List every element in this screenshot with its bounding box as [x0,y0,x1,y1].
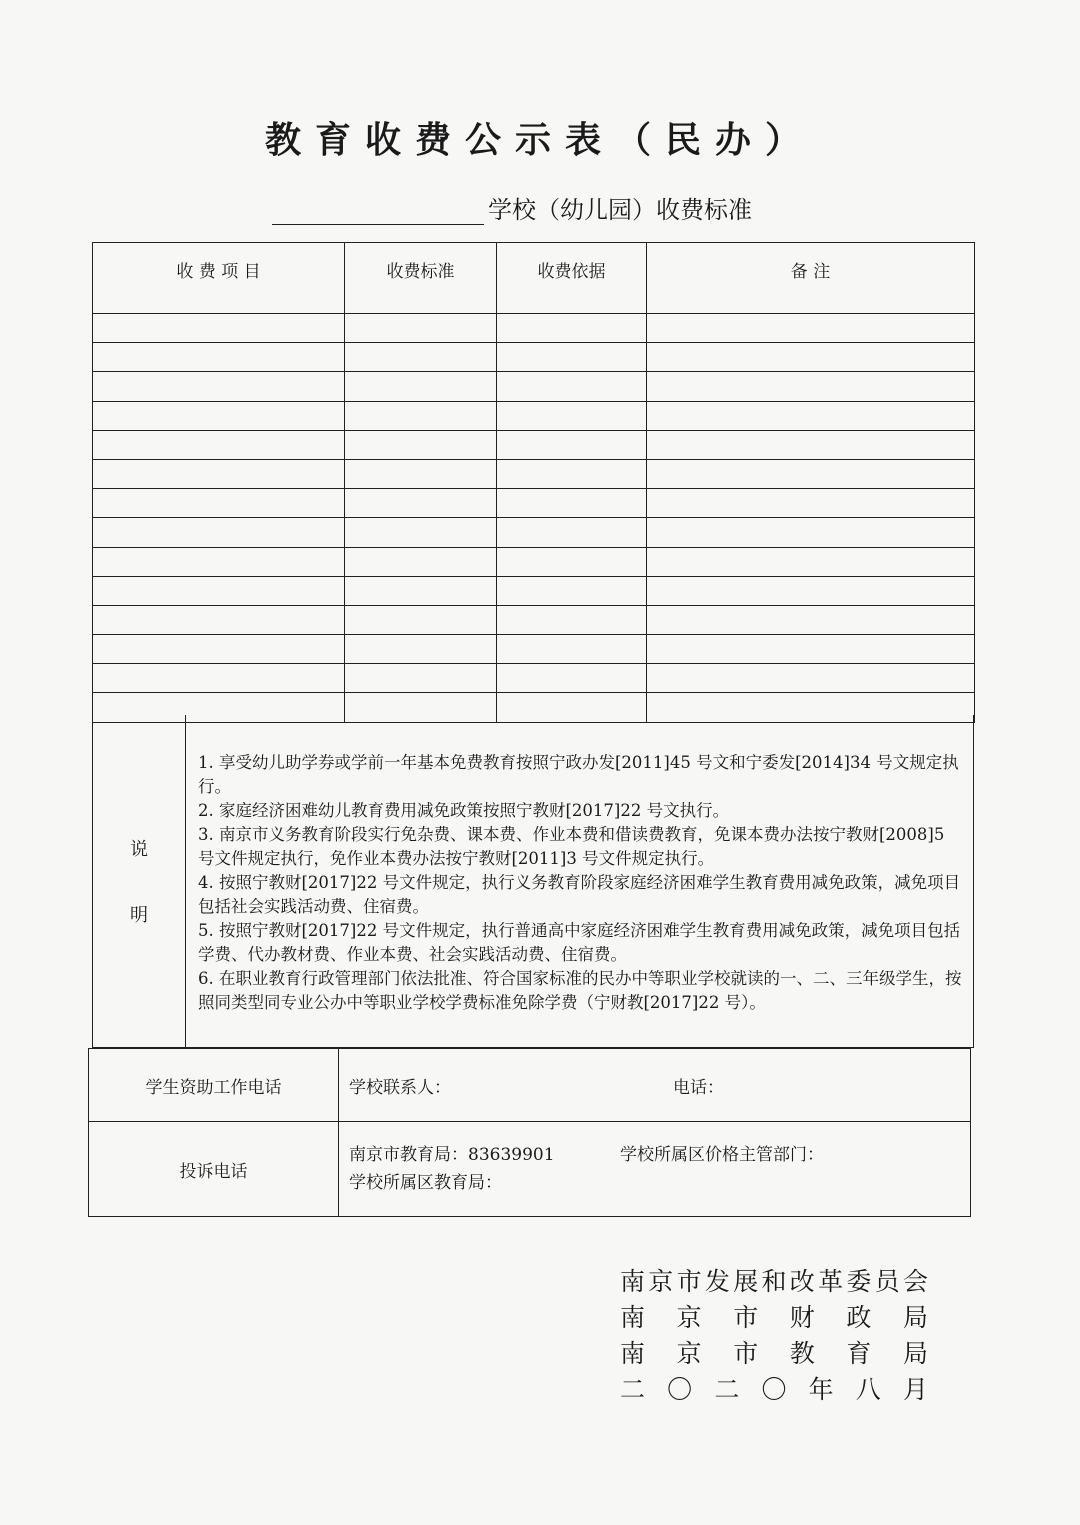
signature-char: 教 [789,1339,815,1368]
signature-org-finance [620,1300,928,1336]
signature-char: 市 [733,1339,759,1368]
fee-table-cell[interactable] [497,343,647,372]
signature-char: 二 [714,1375,740,1404]
fee-table-row [93,401,975,430]
fee-table-cell[interactable] [345,489,497,518]
fee-table-cell[interactable] [93,430,345,459]
subtitle-text: 学校（幼儿园）收费标准 [488,196,752,224]
fee-table-cell[interactable] [93,635,345,664]
complaint-cell [339,1122,971,1217]
note-item: 2. 家庭经济困难幼儿教育费用减免政策按照宁教财[2017]22 号文执行。 [198,801,730,820]
signature-char: 南 [620,1339,646,1368]
district-edu-field[interactable]: 学校所属区教育局： [349,1173,502,1193]
aid-phone-label: 学生资助工作电话 [89,1049,339,1122]
signature-char: 局 [902,1339,928,1368]
fee-table-cell[interactable] [497,576,647,605]
fee-table-row [93,430,975,459]
notes-label-top: 说 [130,839,148,860]
fee-table-cell[interactable] [647,343,975,372]
header-standard: 收费标准 [345,243,497,314]
notes-label [93,715,186,1047]
signature-char: 财 [789,1303,815,1332]
school-name-blank[interactable] [272,198,484,225]
fee-table-cell[interactable] [497,401,647,430]
signature-char: 委 [846,1267,872,1296]
fee-table-cell[interactable] [93,664,345,693]
fee-table-row [93,343,975,372]
note-item: 1. 享受幼儿助学券或学前一年基本免费教育按照宁政办发[2011]45 号文和宁委发[2014]34 号文规定执行。 [198,753,959,796]
signature-char: 南 [620,1267,646,1296]
signature-char: 月 [902,1375,928,1404]
signature-char: 市 [733,1303,759,1332]
fee-table-row [93,576,975,605]
signature-char: 改 [789,1267,815,1296]
signature-char: 市 [676,1267,702,1296]
signature-char: 员 [874,1267,900,1296]
fee-table-cell[interactable] [93,605,345,634]
fee-table-cell[interactable] [647,576,975,605]
fee-table-cell[interactable] [647,430,975,459]
fee-table-cell[interactable] [497,605,647,634]
fee-table-cell[interactable] [647,547,975,576]
fee-table-cell[interactable] [647,459,975,488]
fee-table-cell[interactable] [647,664,975,693]
fee-table-cell[interactable] [647,635,975,664]
fee-table-cell[interactable] [93,343,345,372]
fee-table-cell[interactable] [93,459,345,488]
fee-table-cell[interactable] [647,605,975,634]
fee-table-cell[interactable] [345,343,497,372]
fee-table-cell[interactable] [345,401,497,430]
fee-table-cell[interactable] [497,518,647,547]
fee-table-cell[interactable] [93,372,345,401]
signature-char: 京 [676,1339,702,1368]
signature-char: 和 [761,1267,787,1296]
signature-char: 育 [846,1339,872,1368]
signature-char: 政 [846,1303,872,1332]
phone-field[interactable]: 电话： [673,1077,724,1098]
signature-char: 展 [733,1267,759,1296]
fee-table-cell[interactable] [93,489,345,518]
fee-table-cell[interactable] [497,547,647,576]
notes-label-bottom: 明 [130,905,148,926]
signature-char: 八 [855,1375,881,1404]
signature-char: 年 [808,1375,834,1404]
edu-bureau-phone: 南京市教育局：83639901 [349,1145,555,1165]
note-item: 5. 按照宁教财[2017]22 号文件规定，执行普通高中家庭经济困难学生教育费用减免政策，减免项目包括学费、代办教材费、作业本费、社会实践活动费、住宿费。 [198,921,961,964]
fee-table-cell[interactable] [345,459,497,488]
signature-char: 京 [676,1303,702,1332]
aid-phone-cell [339,1049,971,1122]
header-remark: 备 注 [647,243,975,314]
fee-table-cell[interactable] [93,518,345,547]
signature-char: 发 [704,1267,730,1296]
signature-char: 〇 [761,1375,787,1404]
fee-table-cell[interactable] [345,372,497,401]
fee-table-row [93,372,975,401]
fee-table-cell[interactable] [497,314,647,343]
signature-block [620,1264,928,1408]
fee-table-cell[interactable] [497,489,647,518]
district-price-field[interactable]: 学校所属区价格主管部门： [620,1145,824,1165]
signature-char: 二 [620,1375,646,1404]
fee-table-cell[interactable] [647,401,975,430]
fee-table-header [93,243,975,314]
fee-table-row [93,605,975,634]
fee-table-row [93,459,975,488]
fee-table-cell[interactable] [345,635,497,664]
fee-table-row [93,314,975,343]
fee-table-cell[interactable] [497,459,647,488]
fee-table-cell[interactable] [497,635,647,664]
subtitle [272,190,752,225]
signature-char: 局 [902,1303,928,1332]
fee-table-cell[interactable] [345,518,497,547]
header-basis: 收费依据 [497,243,647,314]
fee-table-cell[interactable] [345,576,497,605]
fee-table-cell[interactable] [93,576,345,605]
fee-table-row [93,547,975,576]
fee-table-cell[interactable] [93,547,345,576]
fee-table-cell[interactable] [647,518,975,547]
fee-table-cell[interactable] [345,664,497,693]
page-title: 教育收费公示表（民办） [264,119,815,161]
fee-table-cell[interactable] [345,430,497,459]
fee-table-cell[interactable] [647,489,975,518]
fee-table-row [93,518,975,547]
fee-table-cell[interactable] [497,430,647,459]
note-item: 4. 按照宁教财[2017]22 号文件规定，执行义务教育阶段家庭经济困难学生教育费用减免政策，减免项目包括社会实践活动费、住宿费。 [198,873,961,916]
aid-phone-row [89,1049,971,1122]
signature-org-development-reform [620,1264,928,1300]
fee-table-cell[interactable] [345,547,497,576]
school-contact-field[interactable]: 学校联系人： [349,1077,451,1098]
fee-table-body [93,314,975,723]
fee-table-cell[interactable] [647,314,975,343]
header-item: 收 费 项 目 [93,243,345,314]
fee-table-row [93,489,975,518]
fee-table-cell[interactable] [497,664,647,693]
note-item: 3. 南京市义务教育阶段实行免杂费、课本费、作业本费和借读费教育，免课本费办法按宁教财[2008]5 号文件规定执行，免作业本费办法按宁教财[2011]3 号文件规定执行。 [198,825,945,868]
signature-char: 南 [620,1303,646,1332]
fee-table [92,242,975,723]
signature-char: 革 [818,1267,844,1296]
fee-table-cell[interactable] [345,314,497,343]
signature-char: 〇 [667,1375,693,1404]
note-item: 6. 在职业教育行政管理部门依法批准、符合国家标准的民办中等职业学校就读的一、二、三年级学生，按照同类型同专业公办中等职业学校学费标准免除学费（宁财教[2017]22 号）。 [198,969,962,1012]
fee-table-cell[interactable] [93,401,345,430]
signature-org-education [620,1336,928,1372]
fee-table-row [93,635,975,664]
contact-table [88,1048,971,1217]
signature-char: 京 [648,1267,674,1296]
signature-char: 会 [902,1267,928,1296]
fee-table-cell[interactable] [497,372,647,401]
signature-date [620,1372,928,1408]
complaint-row [89,1122,971,1217]
notes-body [186,715,973,1047]
complaint-label: 投诉电话 [89,1122,339,1217]
fee-table-cell[interactable] [345,605,497,634]
fee-table-cell[interactable] [93,314,345,343]
fee-table-cell[interactable] [647,372,975,401]
fee-table-row [93,664,975,693]
notes-section [92,715,974,1048]
